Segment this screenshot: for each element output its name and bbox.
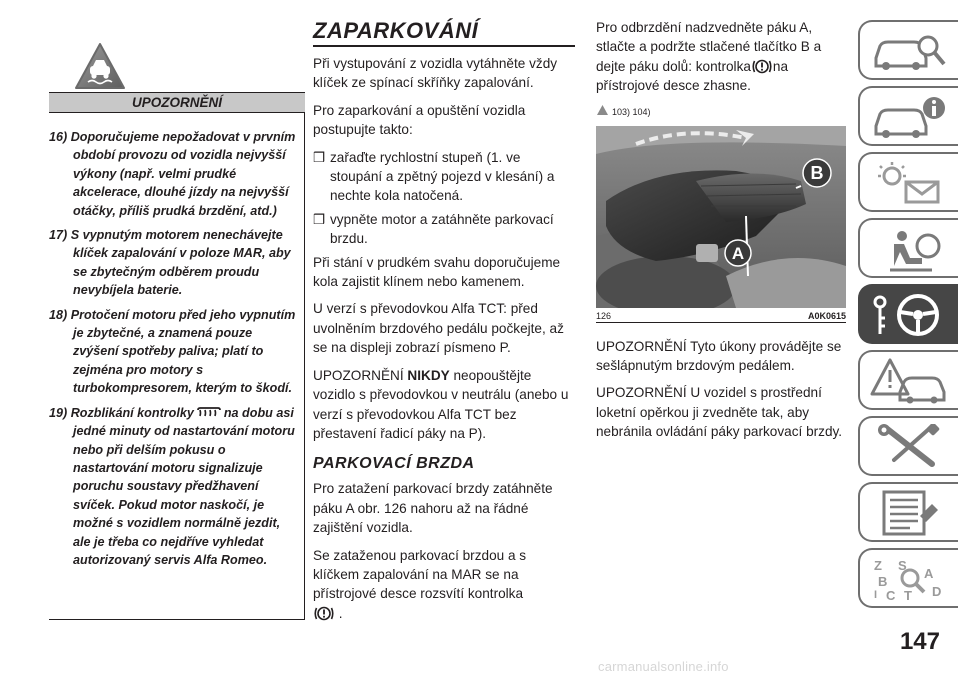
bullet-box-icon: ❒ <box>313 211 326 227</box>
index-letter-d: D <box>932 584 942 599</box>
bullet-engage-gear <box>313 148 575 206</box>
paragraph-text-end: na přístrojové desce zhasne. <box>596 58 789 94</box>
glow-plug-icon <box>196 406 222 418</box>
index-letter-s: S <box>898 558 907 573</box>
index-letter-z: Z <box>874 558 882 573</box>
bullet-text: vypněte motor a zatáhněte parkovací brzdu. <box>330 211 554 247</box>
wrench-screwdriver-icon <box>870 424 950 470</box>
right-column <box>596 18 846 450</box>
nav-tab-alphabetical-index[interactable] <box>858 548 958 608</box>
warning-item-16: 16) Doporučujeme nepožadovat v prvním období provozu od vozidla nejvyšší výkony (např. velmi prudké akcelerace, dlouhé jízdy na nejvyšší otáčky, příliš prudká brzdění, atd.) <box>49 130 296 218</box>
warning-item-17: 17) S vypnutým motorem nenechávejte klíček zapalování v poloze MAR, aby se zbytečným odběrem proudu nevybíjela baterie. <box>49 228 291 298</box>
callout-b-badge <box>802 158 832 188</box>
airbag-safety-icon <box>870 226 950 272</box>
key-steering-wheel-icon <box>870 292 950 338</box>
callout-a-label: A <box>731 243 745 263</box>
paragraph-key-removal: Při vystupování z vozidla vytáhněte vždy klíček ze spínací skříňky zapalování. <box>313 56 558 91</box>
nav-tab-airbag-safety[interactable] <box>858 218 958 278</box>
middle-column <box>313 18 575 631</box>
paragraph-release-brake <box>596 18 846 96</box>
paragraph-text: U vozidel s prostřední loketní opěrkou ji zvedněte tak, aby nebránila ovládání páky parkovací brzdy. <box>596 385 843 440</box>
reference-numbers: 103) 104) <box>612 106 651 117</box>
paragraph-armrest <box>596 383 846 441</box>
car-search-icon <box>870 28 950 74</box>
warning-list <box>49 128 299 575</box>
warning-item-19 <box>49 404 299 570</box>
nav-tab-emergency[interactable] <box>858 350 958 410</box>
bullet-box-icon: ❒ <box>313 149 326 165</box>
index-letter-c: C <box>886 588 896 602</box>
warning-item-19-start: 19) Rozblikání kontrolky <box>49 405 194 420</box>
paragraph-text: Se zataženou parkovací brzdou a s klíčkem zapalování na MAR se na přístrojové desce rozsvítí kontrolka <box>313 547 527 602</box>
alphabet-index-icon <box>870 556 950 602</box>
warning-label: UPOZORNĚNÍ <box>596 338 687 354</box>
page-number: 147 <box>899 628 940 655</box>
paragraph-text: Tyto úkony provádějte se sešlápnutým brzdovým pedálem. <box>596 338 842 374</box>
section-title-parking-brake: PARKOVACÍ BRZDA <box>313 455 475 473</box>
warning-label: UPOZORNĚNÍ <box>596 385 687 401</box>
paragraph-steep-slope: Při stání v prudkém svahu doporučujeme kola zajistit klínem nebo kamenem. <box>313 254 561 290</box>
warning-references <box>596 104 846 118</box>
parking-brake-figure <box>596 126 846 308</box>
parking-brake-lever-image <box>596 126 846 308</box>
nav-tab-maintenance[interactable] <box>858 416 958 476</box>
paragraph-text: neopouštějte vozidlo s převodovkou v neutrálu (anebo u verzí s převodovkou Alfa TCT bez přestavení řadicí páky na P). <box>313 367 569 441</box>
figure-code: A0K0615 <box>807 310 846 321</box>
bullet-text: zařaďte rychlostní stupeň (1. ve stoupání a zpětný pojezd v klesání) a nechte kola natočená. <box>330 149 555 204</box>
nav-tab-specifications[interactable] <box>858 482 958 542</box>
paragraph-brake-warning-light <box>313 546 575 624</box>
paragraph-brake-pedal <box>596 337 846 376</box>
warning-label: UPOZORNĚNÍ <box>313 367 404 383</box>
watermark: carmanualsonline.info <box>598 659 729 674</box>
figure-caption <box>596 308 846 323</box>
callout-a-badge <box>724 239 752 267</box>
nav-tab-lights-message[interactable] <box>858 152 958 212</box>
paragraph-never-leave <box>313 366 575 444</box>
small-warning-icon <box>596 104 609 116</box>
nav-tab-starting-driving[interactable] <box>858 284 958 344</box>
nav-tab-car-info[interactable] <box>858 86 958 146</box>
paragraph-apply-brake: Pro zatažení parkovací brzdy zatáhněte páku A obr. 126 nahoru až na řádné zajištění vozidla. <box>313 481 553 536</box>
warning-item-18: 18) Protočení motoru před jeho vypnutím je zbytečné, a znamená pouze zvýšení spotřeby paliva; platí to zejména pro motory s turbokompresorem, kterým to škodí. <box>49 307 296 396</box>
chapter-navigation <box>858 20 960 614</box>
emphasis-never: NIKDY <box>407 367 450 383</box>
car-info-icon <box>870 94 950 140</box>
warning-box <box>49 42 305 620</box>
paragraph-text-end: . <box>338 605 343 621</box>
warning-heading: UPOZORNĚNÍ <box>49 92 305 113</box>
brake-warning-light-icon <box>751 58 773 75</box>
figure-number: 126 <box>596 310 612 321</box>
nav-tab-car-search[interactable] <box>858 20 958 80</box>
paragraph-tct-version: U verzí s převodovkou Alfa TCT: před uvolněním brzdového pedálu počkejte, až se na displeji zobrazí písmeno P. <box>313 301 564 356</box>
index-letter-i: I <box>874 589 878 601</box>
paragraph-text: Pro odbrzdění nadzvedněte páku A, stlačte a podržte stlačené tlačítko B a dejte páku dolů: kontrolka <box>596 20 822 74</box>
callout-b-label: B <box>810 162 824 183</box>
warning-item-19-end: na dobu asi jedné minuty od nastartování motoru nebo při delším pokusu o nastartování motoru signalizuje poruchu soustavy předžhavení svíček. Pokud motor naskočí, je možné s vozidlem normálně jezdit, ale je třeba co nejdříve vyhledat autorizovaný servis Alfa Romeo. <box>73 405 295 567</box>
paragraph-parking-steps: Pro zaparkování a opuštění vozidla postupujte takto: <box>313 102 526 138</box>
index-letter-b: B <box>878 574 888 589</box>
warning-car-icon <box>870 358 950 404</box>
index-letter-a: A <box>924 566 934 581</box>
section-title-parking: ZAPARKOVÁNÍ <box>313 18 575 47</box>
bullet-engine-off <box>313 210 575 249</box>
slippery-road-warning-icon <box>74 42 126 90</box>
lights-message-icon <box>870 160 950 206</box>
brake-warning-light-icon <box>313 605 335 622</box>
spec-sheet-icon <box>870 490 950 536</box>
index-letter-t: T <box>904 588 912 602</box>
